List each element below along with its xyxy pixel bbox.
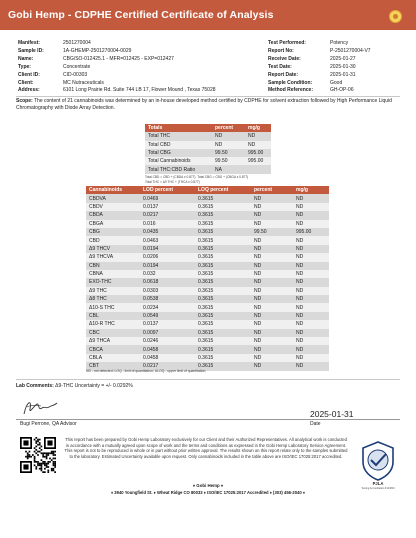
signatory-name: Bugi Perrone, QA Advisor (20, 421, 77, 427)
cannabinoid-row-cell: 0.0458 (140, 345, 195, 353)
cannabinoid-row-cell: ND (251, 354, 293, 362)
cannabinoid-row-cell: ND (251, 337, 293, 345)
field-value: GH-OP-06 (330, 87, 354, 94)
cannabinoid-row-cell: 0.3615 (195, 329, 251, 337)
cannabinoid-row-cell: ND (251, 253, 293, 261)
cannabinoid-row-cell: 0.0137 (140, 203, 195, 211)
cannabinoid-row-cell: 0.3615 (195, 270, 251, 278)
cannabinoid-row-cell: CBCA (86, 345, 140, 353)
cannabinoid-row (86, 211, 329, 219)
client-info-row (18, 56, 216, 64)
cannabinoid-row-cell: CBDA (86, 211, 140, 219)
field-value: CID-00303 (63, 71, 88, 78)
field-label: Name: (18, 55, 34, 62)
cannabinoid-row-cell: 0.3615 (195, 262, 251, 270)
totals-row-cell: ND (245, 141, 271, 149)
cannabinoid-row-cell: 0.0234 (140, 303, 195, 311)
cannabinoid-row-cell: ND (293, 287, 329, 295)
divider (16, 379, 400, 380)
lab-comments-text: Δ9-THC Uncertainty = +/- 0.0292% (55, 383, 133, 389)
cannabinoid-row-cell: ND (251, 303, 293, 311)
lab-comments (16, 383, 133, 389)
qr-code-icon[interactable] (20, 437, 56, 473)
cannabinoid-row-cell: ND (293, 253, 329, 261)
cannabinoid-row (86, 236, 329, 244)
cannabinoid-row-cell: CBGA (86, 220, 140, 228)
cannabinoid-row-cell: ND (293, 303, 329, 311)
cannabinoid-row-cell: 0.0463 (140, 236, 195, 244)
cannabinoid-row-cell: 0.0194 (140, 262, 195, 270)
cannabinoid-row-cell: 0.3615 (195, 337, 251, 345)
cannabinoid-row (86, 203, 329, 211)
cannabinoid-row-cell: CBL (86, 312, 140, 320)
table-footnote: ND - not detected; LOQ - limit of quantitation; ULOQ - upper limit of quantitation; (86, 369, 207, 373)
cannabinoid-header-cell: LOD percent (140, 186, 195, 194)
cannabinoid-row-cell: ND (251, 345, 293, 353)
client-info-row (18, 64, 216, 72)
cannabinoid-row (86, 253, 329, 261)
cannabinoid-row-cell: ND (293, 270, 329, 278)
cannabinoid-row-cell: ND (293, 362, 329, 370)
totals-header-cell: Totals (145, 124, 212, 132)
cannabinoid-row-cell: ND (251, 262, 293, 270)
cannabinoid-row-cell: ND (251, 203, 293, 211)
cannabinoid-row-cell: ND (293, 211, 329, 219)
cannabinoid-row-cell: ND (251, 278, 293, 286)
cannabinoid-row-cell: 0.3615 (195, 245, 251, 253)
cannabinoid-row-cell: ND (293, 220, 329, 228)
field-label: Sample ID: (18, 47, 44, 54)
cannabinoid-row-cell: 0.0303 (140, 287, 195, 295)
cannabinoid-row-cell: 0.3615 (195, 211, 251, 219)
client-info-block (18, 40, 216, 95)
totals-row-cell: 99.50 (212, 149, 245, 157)
field-label: Method Reference: (268, 87, 314, 94)
cannabinoid-row (86, 329, 329, 337)
cannabinoid-row (86, 262, 329, 270)
cannabinoid-row (86, 194, 329, 202)
totals-row-cell (245, 165, 271, 173)
cannabinoid-row-cell: 0.0137 (140, 320, 195, 328)
client-info-row (18, 40, 216, 48)
cannabinoid-row-cell: ND (293, 194, 329, 202)
cannabinoid-row-cell: 0.3615 (195, 278, 251, 286)
signature-date-label: Date (310, 421, 321, 427)
totals-row-cell: NA (212, 165, 245, 173)
totals-formula (145, 175, 248, 185)
cannabinoid-row-cell: ND (293, 295, 329, 303)
signature-date: 2025-01-31 (310, 409, 354, 419)
cannabinoid-row (86, 220, 329, 228)
test-info-row (268, 72, 371, 80)
field-label: Test Date: (268, 63, 292, 70)
cannabinoid-row-cell: 0.0206 (140, 253, 195, 261)
cannabinoid-row-cell: 0.3615 (195, 312, 251, 320)
field-label: Type: (18, 63, 31, 70)
test-info-row (268, 87, 371, 95)
cannabinoid-row-cell: ND (251, 295, 293, 303)
cannabinoid-row-cell: CBC (86, 329, 140, 337)
totals-row-cell: Total CBG (145, 149, 212, 157)
scope-text: The content of 21 cannabinoids was determined by an in-house developed method certified by CDPHE for solvent extraction followed by High Performance Liquid Chromatography with Diode Array Detection. (16, 98, 392, 111)
totals-row (145, 165, 271, 173)
gobi-hemp-logo-icon (389, 10, 402, 23)
cannabinoid-row-cell: ND (251, 320, 293, 328)
cannabinoid-row (86, 287, 329, 295)
cannabinoid-row-cell: 0.0097 (140, 329, 195, 337)
test-info-row (268, 40, 371, 48)
cannabinoid-row-cell: CBT (86, 362, 140, 370)
page-header (0, 0, 416, 30)
totals-row (145, 149, 271, 157)
totals-row-cell: ND (212, 141, 245, 149)
cannabinoid-row-cell: ND (251, 211, 293, 219)
cannabinoid-row-cell: ND (293, 236, 329, 244)
cannabinoid-row-cell: CBDV (86, 203, 140, 211)
pjla-accreditation-logo-icon (360, 440, 396, 482)
cannabinoid-row (86, 320, 329, 328)
cannabinoid-row-cell: 0.0549 (140, 312, 195, 320)
cannabinoid-row-cell: CBDVA (86, 194, 140, 202)
signature-line (16, 419, 400, 420)
cannabinoid-row-cell: 0.0194 (140, 245, 195, 253)
cannabinoid-row-cell: ND (251, 312, 293, 320)
cannabinoid-row (86, 295, 329, 303)
cannabinoid-row (86, 345, 329, 353)
totals-header-row (145, 124, 271, 132)
formula-line: Total CBD = CBD + (CBDA x 0.877). Total CBG = CBG + (CBGA x 0.877) (145, 175, 249, 179)
field-label: Receive Date: (268, 55, 301, 62)
disclaimer-text: This report has been prepared by Gobi Hemp Laboratory exclusively for our Client and their Authorized Representatives. All analytical work is conducted in accordance with a mutually agreed upon scope of work and the terms and conditions as expressed in the Gobi Hemp Laboratory Service Agreement. This report is not to be reproduced in whole or in part without prior written approval. The results shown on this report relate only to the samples submitted to the laboratory. Estimated Uncertainty available upon request. Only cannabinoids included in the table above are ISO/IEC 17025:2017 accredited. (64, 437, 348, 460)
field-label: Sample Condition: (268, 79, 313, 86)
cannabinoid-row-cell: Δ9 THCVA (86, 253, 140, 261)
cannabinoid-row-cell: CBN (86, 262, 140, 270)
cannabinoid-row-cell: ND (251, 220, 293, 228)
field-label: Test Performed: (268, 40, 306, 46)
field-value: 2025-01-31 (330, 71, 356, 78)
cannabinoid-row-cell: 0.3615 (195, 287, 251, 295)
pjla-label: PJLA (372, 481, 384, 486)
test-info-row (268, 48, 371, 56)
cannabinoid-row-cell: 0.0618 (140, 278, 195, 286)
field-value: CBG/SO-012425.1 - MFR=012425 - EXP=012427 (63, 55, 174, 62)
cannabinoid-row-cell: 0.3615 (195, 320, 251, 328)
cannabinoid-row-cell: 0.0469 (140, 194, 195, 202)
cannabinoid-row (86, 245, 329, 253)
field-label: Manifest: (18, 40, 40, 46)
cannabinoid-row-cell: ND (293, 262, 329, 270)
client-info-row (18, 72, 216, 80)
pjla-subtitle: Testing Accreditation #123843 (361, 487, 395, 490)
cannabinoid-row-cell: 0.3615 (195, 354, 251, 362)
cannabinoid-row (86, 270, 329, 278)
cannabinoid-row-cell: ND (293, 320, 329, 328)
cannabinoid-row (86, 303, 329, 311)
cannabinoid-row-cell: 0.3615 (195, 253, 251, 261)
totals-row-cell: Total THC (145, 132, 212, 140)
cannabinoid-row-cell: Δ10-S THC (86, 303, 140, 311)
totals-row-cell: Total THC:CBD Ratio (145, 165, 212, 173)
field-label: Report No: (268, 47, 294, 54)
cannabinoid-header-cell: mg/g (293, 186, 329, 194)
cannabinoid-row-cell: Δ8 THC (86, 295, 140, 303)
cannabinoid-header-row (86, 186, 329, 194)
cannabinoid-row-cell: 0.3615 (195, 194, 251, 202)
cannabinoid-row-cell: ND (293, 245, 329, 253)
totals-row-cell: ND (212, 132, 245, 140)
cannabinoid-row-cell: 0.3615 (195, 236, 251, 244)
cannabinoid-row-cell: ND (293, 278, 329, 286)
divider (16, 96, 400, 97)
cannabinoid-row-cell: ND (251, 287, 293, 295)
cannabinoid-row-cell: 0.3615 (195, 362, 251, 370)
totals-row-cell: 995.00 (245, 157, 271, 165)
cannabinoid-row-cell: ND (251, 329, 293, 337)
cannabinoid-row-cell: ND (251, 270, 293, 278)
cannabinoid-row-cell: 0.0246 (140, 337, 195, 345)
field-value: 2025-01-27 (330, 55, 356, 62)
cannabinoid-row-cell: 0.0217 (140, 362, 195, 370)
cannabinoid-row-cell: Δ10-R THC (86, 320, 140, 328)
totals-row-cell: 99.50 (212, 157, 245, 165)
field-value: 6101 Long Prairie Rd. Suite 744 LB 17, Flower Mound , Texas 75028 (63, 87, 216, 94)
formula-line: Total THC = Δ9 THC + (THCA x 0.877) (145, 180, 200, 184)
signature-block (16, 395, 400, 431)
field-label: Client ID: (18, 71, 40, 78)
signature-image (21, 397, 61, 419)
totals-header-cell: percent (212, 124, 245, 132)
cannabinoid-row-cell: 995.00 (293, 228, 329, 236)
cannabinoid-row (86, 312, 329, 320)
test-info-block (268, 40, 371, 95)
cannabinoid-row-cell: ND (293, 203, 329, 211)
field-value: 1A-GHEMP-2501270004-0029 (63, 47, 132, 54)
totals-row (145, 157, 271, 165)
cannabinoid-row-cell: ND (251, 194, 293, 202)
field-value: Potency (330, 40, 349, 46)
cannabinoid-row-cell: Δ9 THCV (86, 245, 140, 253)
company-address: ♦ 3940 Youngfield St. ♦ Wheat Ridge CO 80033 ♦ ISO/IEC 17025:2017 Accredited ♦ (303) 456-2040 ♦ (110, 490, 305, 495)
client-info-row (18, 87, 216, 95)
cannabinoid-row (86, 337, 329, 345)
cannabinoid-row-cell: 0.3615 (195, 203, 251, 211)
cannabinoid-row-cell: ND (293, 345, 329, 353)
client-info-row (18, 48, 216, 56)
cannabinoid-row-cell: CBNA (86, 270, 140, 278)
totals-row-cell: 995.00 (245, 149, 271, 157)
totals-table (145, 124, 271, 174)
field-value: 2025-01-30 (330, 63, 356, 70)
cannabinoid-row-cell: 0.032 (140, 270, 195, 278)
field-value: 2501270004 (63, 40, 91, 46)
field-value: P-2501270004-V7 (330, 47, 371, 54)
cannabinoid-row-cell: EXO-THC (86, 278, 140, 286)
test-info-row (268, 56, 371, 64)
cannabinoid-row-cell: 0.0538 (140, 295, 195, 303)
scope-statement (16, 98, 400, 111)
field-value: Good (330, 79, 343, 86)
cannabinoid-row-cell: Δ9 THC (86, 287, 140, 295)
lab-comments-label: Lab Comments: (16, 383, 54, 389)
cannabinoid-row-cell: 0.3615 (195, 220, 251, 228)
totals-header-cell: mg/g (245, 124, 271, 132)
cannabinoid-row-cell: ND (251, 236, 293, 244)
company-name: ♦ Gobi Hemp ♦ (192, 483, 224, 488)
cannabinoid-row-cell: 0.0435 (140, 228, 195, 236)
cannabinoid-row-cell: 0.3615 (195, 345, 251, 353)
cannabinoid-row-cell: 0.016 (140, 220, 195, 228)
client-info-row (18, 80, 216, 88)
cannabinoid-row-cell: CBD (86, 236, 140, 244)
totals-row (145, 132, 271, 140)
cannabinoid-row-cell: 99.50 (251, 228, 293, 236)
field-label: Client: (18, 79, 34, 86)
cannabinoid-row (86, 228, 329, 236)
cannabinoid-header-cell: Cannabinoids (86, 186, 140, 194)
report-title: Gobi Hemp - CDPHE Certified Certificate of Analysis (8, 9, 274, 21)
cannabinoid-row-cell: ND (293, 354, 329, 362)
cannabinoid-row-cell: Δ9 THCA (86, 337, 140, 345)
cannabinoid-row-cell: 0.0458 (140, 354, 195, 362)
cannabinoid-row-cell: ND (251, 245, 293, 253)
totals-row-cell: Total CBD (145, 141, 212, 149)
cannabinoid-row-cell: 0.3615 (195, 303, 251, 311)
cannabinoid-row-cell: 0.3615 (195, 295, 251, 303)
cannabinoid-row-cell: ND (293, 329, 329, 337)
scope-label: Scope: (16, 98, 33, 104)
field-value: MC Nutraceuticals (63, 79, 104, 86)
totals-row-cell: Total Cannabinoids (145, 157, 212, 165)
cannabinoid-row-cell: CBLA (86, 354, 140, 362)
totals-row (145, 141, 271, 149)
cannabinoid-row (86, 278, 329, 286)
cannabinoid-row-cell: ND (251, 362, 293, 370)
cannabinoid-row (86, 354, 329, 362)
test-info-row (268, 80, 371, 88)
cannabinoid-header-cell: LOQ percent (195, 186, 251, 194)
cannabinoid-row-cell: ND (293, 337, 329, 345)
totals-row-cell: ND (245, 132, 271, 140)
field-label: Report Date: (268, 71, 299, 78)
cannabinoid-row-cell: CBG (86, 228, 140, 236)
cannabinoid-row-cell: 0.3615 (195, 228, 251, 236)
field-value: Concentrate (63, 63, 91, 70)
cannabinoid-row-cell: 0.0217 (140, 211, 195, 219)
cannabinoid-header-cell: percent (251, 186, 293, 194)
test-info-row (268, 64, 371, 72)
cannabinoid-table (86, 186, 329, 371)
cannabinoid-row-cell: ND (293, 312, 329, 320)
field-label: Address: (18, 87, 40, 94)
